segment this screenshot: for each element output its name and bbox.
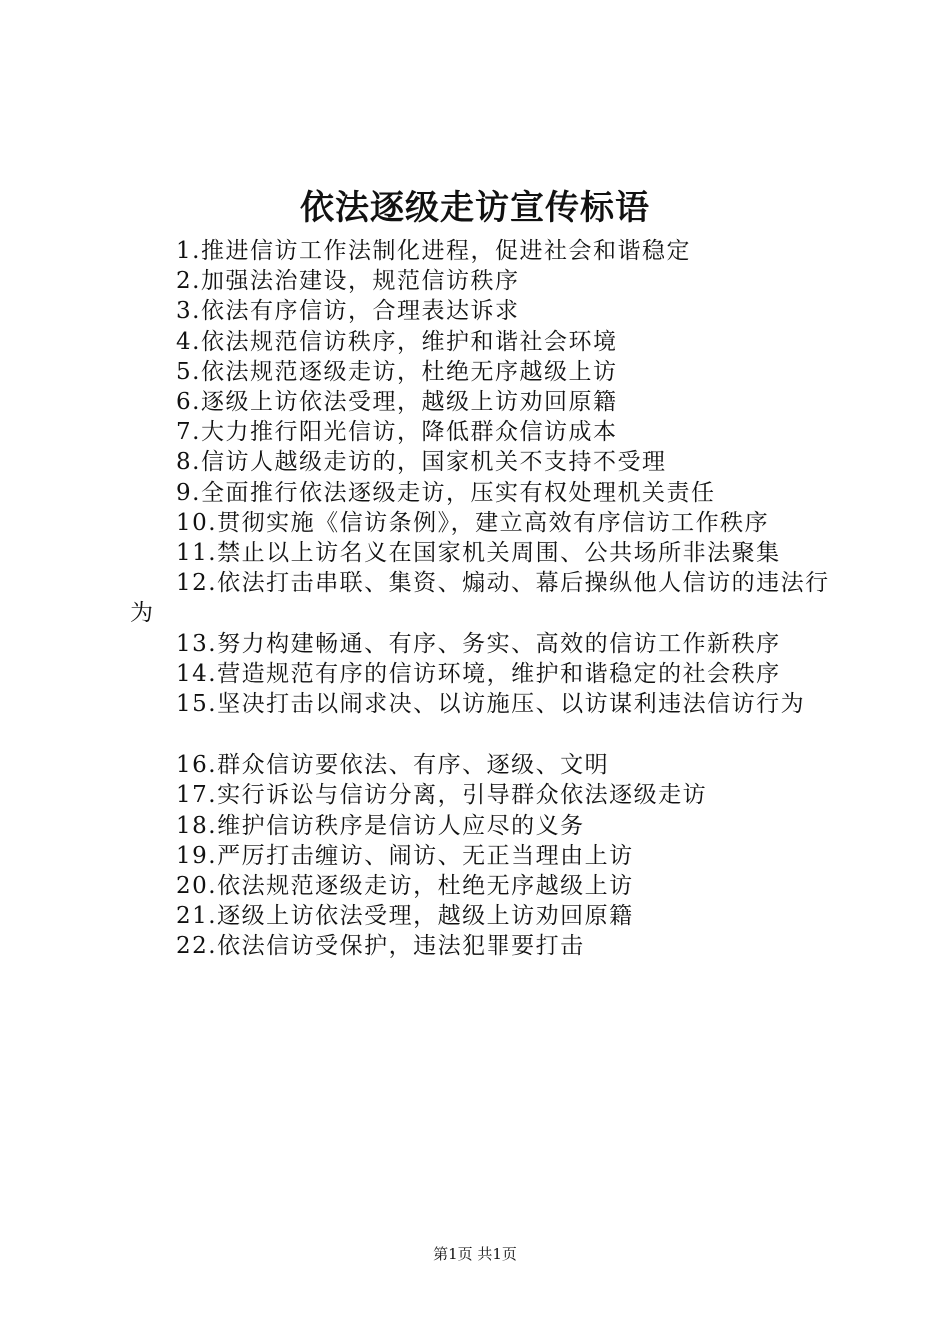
list-item: 10.贯彻实施《信访条例》，建立高效有序信访工作秩序 bbox=[176, 509, 770, 536]
list-item: 2.加强法治建设，规范信访秩序 bbox=[176, 268, 520, 295]
page-title: 依法逐级走访宣传标语 bbox=[300, 188, 650, 228]
list-item: 5.依法规范逐级走访，杜绝无序越级上访 bbox=[176, 358, 618, 385]
list-item: 18.维护信访秩序是信访人应尽的义务 bbox=[176, 812, 585, 839]
list-item: 17.实行诉讼与信访分离，引导群众依法逐级走访 bbox=[176, 782, 708, 809]
slogan-list bbox=[130, 236, 835, 962]
list-item: 20.依法规范逐级走访，杜绝无序越级上访 bbox=[176, 873, 634, 900]
list-item: 14.营造规范有序的信访环境，维护和谐稳定的社会秩序 bbox=[176, 660, 781, 687]
list-item: 3.依法有序信访，合理表达诉求 bbox=[176, 298, 520, 325]
list-item: 19.严厉打击缠访、闹访、无正当理由上访 bbox=[176, 842, 634, 869]
list-item: 16.群众信访要依法、有序、逐级、文明 bbox=[176, 752, 610, 779]
list-item: 4.依法规范信访秩序，维护和谐社会环境 bbox=[176, 328, 618, 355]
list-item: 15.坚决打击以闹求决、以访施压、以访谋利违法信访行为 bbox=[176, 691, 806, 718]
list-item: 8.信访人越级走访的，国家机关不支持不受理 bbox=[176, 449, 667, 476]
list-item: 9.全面推行依法逐级走访，压实有权处理机关责任 bbox=[176, 479, 716, 506]
list-item: 21.逐级上访依法受理，越级上访劝回原籍 bbox=[176, 903, 634, 930]
list-item: 11.禁止以上访名义在国家机关周围、公共场所非法聚集 bbox=[176, 540, 781, 567]
list-item: 6.逐级上访依法受理，越级上访劝回原籍 bbox=[176, 389, 618, 416]
list-item: 12.依法打击串联、集资、煽动、幕后操纵他人信访的违法行为 bbox=[130, 570, 830, 627]
list-item: 1.推进信访工作法制化进程，促进社会和谐稳定 bbox=[176, 238, 691, 264]
list-item: 13.努力构建畅通、有序、务实、高效的信访工作新秩序 bbox=[176, 630, 781, 657]
page-footer: 第1页 共1页 bbox=[433, 1245, 517, 1263]
list-item: 7.大力推行阳光信访，降低群众信访成本 bbox=[176, 419, 618, 446]
list-item: 22.依法信访受保护，违法犯罪要打击 bbox=[176, 933, 585, 960]
